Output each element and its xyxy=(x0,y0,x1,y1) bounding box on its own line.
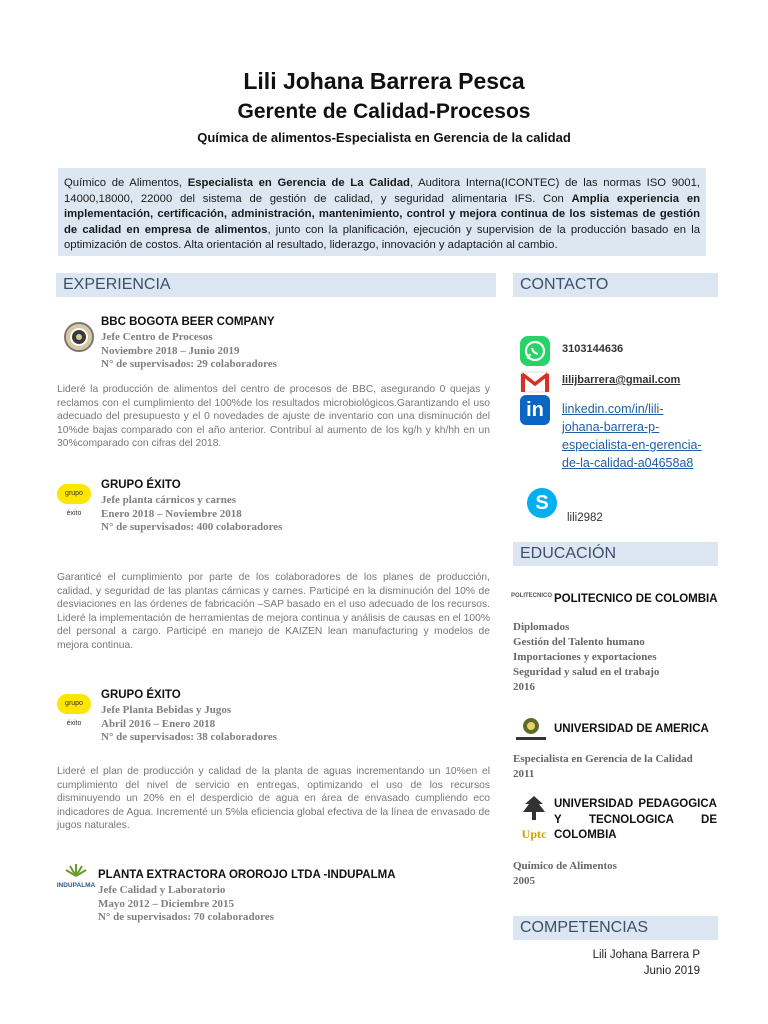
section-competencias: COMPETENCIAS xyxy=(513,916,718,940)
linkedin-link-line[interactable]: linkedin.com/in/lili- xyxy=(562,402,664,416)
edu-line: Importaciones y exportaciones xyxy=(513,651,657,663)
footer-date: Junio 2019 xyxy=(643,965,700,977)
contact-phone[interactable]: 3103144636 xyxy=(562,343,624,355)
job-dates: Enero 2018 – Noviembre 2018 xyxy=(101,507,242,520)
summary-highlight: Especialista en Gerencia de La Calidad xyxy=(187,177,410,189)
uptc-logo-icon xyxy=(517,794,551,844)
profile-summary xyxy=(58,168,706,256)
job-company: PLANTA EXTRACTORA OROROJO LTDA -INDUPALMA xyxy=(98,869,396,881)
resume-role: Gerente de Calidad-Procesos xyxy=(237,100,531,123)
job-description: Garanticé el cumplimiento por parte de los colaboradores de los planes de producción, calidad, y seguridad de las plantas cárnicas y carnes. Participé en la disminución del 10% de desviaciones en las órdenes de fabricación –SAP basado en el uso adecuado de los recursos. Lideré la implementación de herramientas de mejora continua y análisis de causas en el 100% del personal a cargo. Participé en manejo de KAIZEN lean manufacturing y modelos de mejora continua. xyxy=(57,572,490,651)
gmail-icon xyxy=(520,370,550,394)
footer-name: Lili Johana Barrera P xyxy=(592,949,700,961)
skype-icon: S xyxy=(527,488,557,518)
section-educacion: EDUCACIÓN xyxy=(513,542,718,566)
summary-text: Químico de Alimentos, xyxy=(64,177,188,189)
job-company: GRUPO ÉXITO xyxy=(101,689,181,701)
linkedin-link-line[interactable]: especialista-en-gerencia- xyxy=(562,438,702,452)
summary-text: , junto con la planificación, ejecución y supervision de la producción basado en la optimización de costos. Alta orientación al resultado, liderazgo, innovación y adaptación al cambio. xyxy=(64,223,700,251)
edu-institution: UNIVERSIDAD PEDAGOGICA Y TECNOLOGICA DE COLOMBIA xyxy=(554,798,717,841)
edu-details xyxy=(513,752,693,782)
edu-details xyxy=(513,859,617,889)
summary-text: , Auditora Interna(ICONTEC) de las normas ISO 9001, 14000,18000, 22000 del sistema de gestión de calidad, y seguridad alimentaria IFS. Con xyxy=(64,177,700,205)
job-details xyxy=(98,884,274,925)
summary-highlight: Amplia experiencia en implementación, certificación, administración, mantenimiento, control y mejora continua de los sistemas de gestión de calidad en empresa de alimentos xyxy=(64,192,701,236)
job-dates: Noviembre 2018 – Junio 2019 xyxy=(101,344,240,357)
whatsapp-icon xyxy=(520,336,550,366)
edu-line: 2016 xyxy=(513,681,535,693)
edu-line: Especialista en Gerencia de la Calidad xyxy=(513,753,693,765)
job-supervised: N° de supervisados: 29 colaboradores xyxy=(101,358,277,370)
job-company: GRUPO ÉXITO xyxy=(101,479,181,491)
indupalma-logo-icon xyxy=(56,863,96,889)
linkedin-link-line[interactable]: de-la-calidad-a04658a8 xyxy=(562,456,694,470)
linkedin-link-line[interactable]: johana-barrera-p- xyxy=(562,420,660,434)
job-dates: Mayo 2012 – Diciembre 2015 xyxy=(98,897,235,910)
universidad-america-logo-icon xyxy=(512,716,550,744)
job-supervised: N° de supervisados: 400 colaboradores xyxy=(101,521,283,533)
job-title: Jefe Centro de Procesos xyxy=(101,331,213,343)
exito-logo-icon: grupo éxito xyxy=(57,694,91,714)
job-title: Jefe Planta Bebidas y Jugos xyxy=(101,704,232,716)
job-description: Lideré el plan de producción y calidad de la planta de aguas incrementando un 10%en el cumplimiento del nivel de servicio en entregas, optimizando el uso de los recursos disminuyendo un 20% en el desperdicio de agua en área de envasado cumpliendo eco indicadores de Agua. Incrementé un 5%la eficiencia global efectiva de la línea de envasado de jugos naturales. xyxy=(57,766,490,832)
job-supervised: N° de supervisados: 38 colaboradores xyxy=(101,731,277,743)
exito-logo-icon: grupo éxito xyxy=(57,484,91,504)
job-details xyxy=(101,331,277,372)
edu-line: 2005 xyxy=(513,875,535,887)
job-supervised: N° de supervisados: 70 colaboradores xyxy=(98,911,274,923)
uptc-logo-text: Uptc xyxy=(521,827,547,841)
edu-line: Gestión del Talento humano xyxy=(513,636,645,648)
edu-institution: POLITECNICO DE COLOMBIA xyxy=(554,593,718,605)
job-description: Lideré la producción de alimentos del centro de procesos de BBC, asegurando 0 quejas y reclamos con el cumplimiento del 100%de los resultados microbiológicos.Garantizando el uso adecuado del presupuesto y el 0 novedades de ajuste de inventario con una disminución del 10%de bajas comparado con el año anterior. Contribuí al aumento de los kg/h y kh/hh en un 30%comparado con cifras del 2018. xyxy=(57,384,490,450)
job-title: Jefe planta cárnicos y carnes xyxy=(101,494,237,506)
contact-email[interactable]: lilijbarrera@gmail.com xyxy=(562,374,681,386)
contact-skype[interactable]: lili2982 xyxy=(567,512,603,524)
job-title: Jefe Calidad y Laboratorio xyxy=(98,884,226,896)
edu-line: Químico de Alimentos xyxy=(513,860,617,872)
footer-signature xyxy=(560,947,700,979)
contact-linkedin[interactable] xyxy=(562,400,722,472)
resume-name: Lili Johana Barrera Pesca xyxy=(243,68,525,94)
indupalma-logo-text: INDUPALMA xyxy=(56,882,96,889)
job-details xyxy=(101,494,282,535)
edu-line: Seguridad y salud en el trabajo xyxy=(513,666,660,678)
edu-institution: UNIVERSIDAD DE AMERICA xyxy=(554,723,709,735)
edu-line: Diplomados xyxy=(513,621,570,633)
resume-subtitle: Química de alimentos-Especialista en Gerencia de la calidad xyxy=(197,130,571,145)
job-company: BBC BOGOTA BEER COMPANY xyxy=(101,316,275,328)
linkedin-icon: in xyxy=(520,395,550,425)
job-details xyxy=(101,704,277,745)
job-dates: Abril 2016 – Enero 2018 xyxy=(101,717,216,730)
politecnico-logo-icon: POLITECNICO xyxy=(511,593,553,599)
edu-details xyxy=(513,620,659,695)
edu-line: 2011 xyxy=(513,768,535,780)
section-experiencia: EXPERIENCIA xyxy=(56,273,496,297)
bbc-logo-icon xyxy=(64,322,94,352)
section-contacto: CONTACTO xyxy=(513,273,718,297)
